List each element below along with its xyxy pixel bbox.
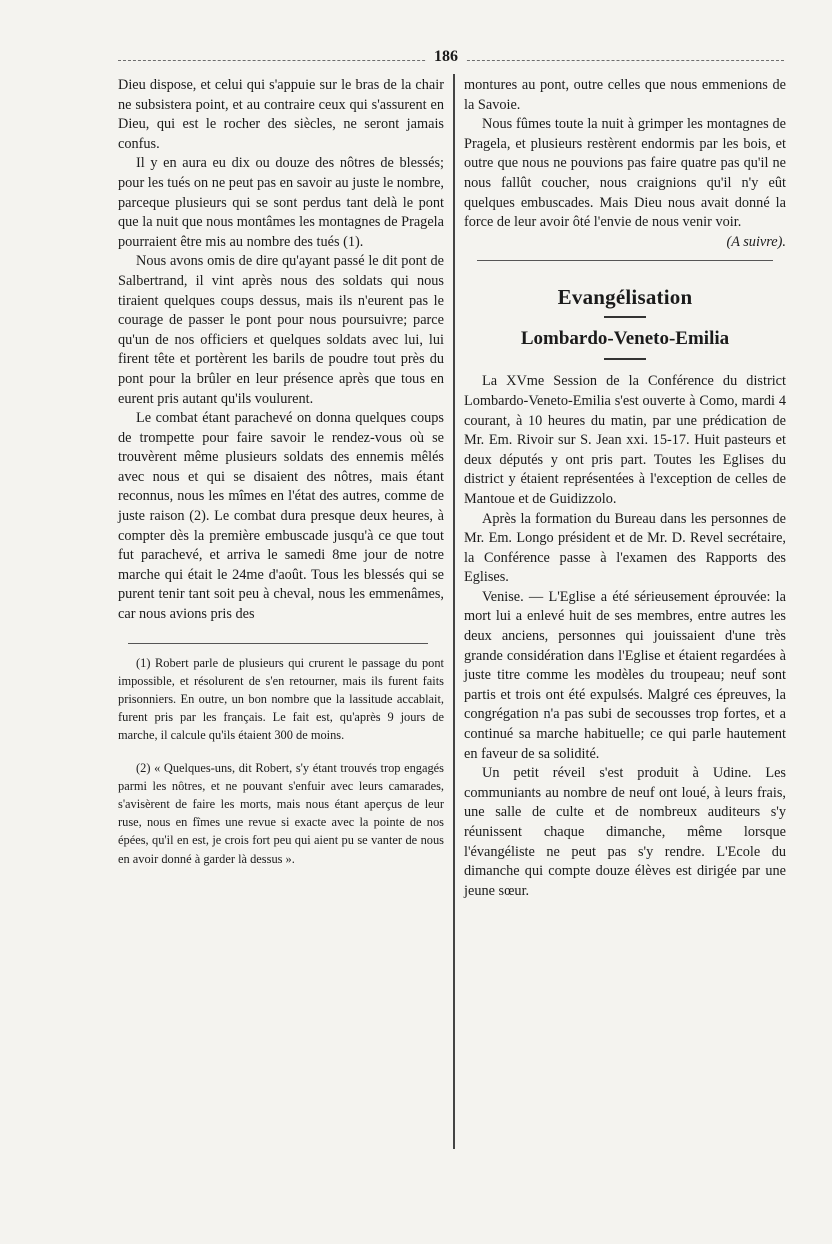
- left-paragraph-4: Le combat étant parachevé on donna quelques coups de trompette pour faire savoir le rendez-vous où se trouvèrent même plusieurs soldats des ennemis mêlés avec nous et qui se disaient des nôtres, mais étant reconnus, nous les mîmes en l'état des autres, comme de juste raison (2). Le combat dura presque deux heures, à compter dès la première embuscade jusqu'à ce que tout fut parachevé, et arriva le samedi 8me jour de notre marche qui était le 24me d'août. Tous les blessés qui se purent tenir tant soit peu à cheval, nous les emmenâmes, car nous avions pris des: [118, 410, 444, 623]
- footnote-2: (2) « Quelques-uns, dit Robert, s'y étant trouvés trop engagés parmi les nôtres, et ne pouvant s'enfuir avec leurs camarades, s'avisèrent de faire les morts, mais nous étant aperçus de leur ruse, nous en fîmes une revue si exacte avec la pointe de nos épées, qu'il en est, je crois fort peu qui aient pu se vanter de nous en avoir donné à garder là dessus ».: [118, 760, 444, 866]
- right-column: [464, 76, 786, 901]
- section-title-rule: [604, 316, 646, 318]
- right-continuation-2-text: Nous fûmes toute la nuit à grimper les montagnes de Pragela, et plusieurs restèrent endormis par les bois, et outre que nous ne pouvions pas faire quatre pas qu'il ne nous fallût coucher, nous craignions qu'il n'y eût quelques embuscades. Mais Dieu nous avait donné la force de leur avoir ôté l'envie de nous venir voir.: [464, 116, 786, 231]
- right-continuation-2: [464, 115, 786, 252]
- footnote-1: (1) Robert parle de plusieurs qui crurent le passage du pont impossible, et résolurent de s'en retourner, mais ils furent faits prisonniers. En outre, un bon nombre que la lassitude accablait, furent pris par les français. Le fait est, qu'après 9 jours de marche, il calcule qu'ils étaient 300 de moins.: [118, 655, 444, 743]
- right-paragraph-3: Venise. — L'Eglise a été sérieusement éprouvée: la mort lui a enlevé huit de ses membres, entre autres les deux anciens, personnes qui jouissaient d'une très grande considération dans l'Eglise et étaient regardées à juste titre comme les modèles du troupeau; neuf sont partis et trois ont été expulsés. Malgré ces épreuves, la congrégation n'a pas subi de secousses trop fortes, et a continué sa marche habituelle; ce qui parle hautement en faveur de sa solidité.: [464, 588, 786, 762]
- section-subtitle: Lombardo-Veneto-Emilia: [520, 328, 730, 350]
- to-be-continued: (A suivre).: [726, 233, 786, 250]
- column-divider: [453, 74, 455, 1149]
- left-paragraph-3: Nous avons omis de dire qu'ayant passé le dit pont de Salbertrand, il vint après nous des soldats qui nous tiraient quelques coups dessus, mais ils n'eurent pas le courage de passer le pont pour nous poursuivre; parce qu'un de nos officiers et quelques soldats avec lui, lui firent tête et portèrent les barils de poudre tout près du pont pour la brûler en leur présence après que tous en eurent pris autant qu'ils voulurent.: [118, 253, 444, 407]
- section-title: Evangélisation: [557, 285, 693, 310]
- left-column: [118, 76, 444, 868]
- right-continuation-1: montures au pont, outre celles que nous emmenions de la Savoie.: [464, 77, 786, 113]
- right-paragraph-1: La XVme Session de la Conférence du district Lombardo-Veneto-Emilia s'est ouverte à Como, mardi 4 courant, à 10 heures du matin, par une prédication de Mr. Em. Rivoir sur S. Jean xxi. 15-17. Huit pasteurs et deux députés y ont pris part. Toutes les Eglises du district y étaient représentées à l'exception de celles de Mantoue et de Guidizzolo.: [464, 373, 786, 507]
- page-number: 186: [426, 48, 466, 66]
- right-paragraph-2: Après la formation du Bureau dans les personnes de Mr. Em. Longo président et de Mr. D. Revel secrétaire, la Conférence passe à l'examen des Rapports des Eglises.: [464, 510, 786, 586]
- right-paragraph-4: Un petit réveil s'est produit à Udine. Les communiants au nombre de neuf ont loué, à leurs frais, une salle de culte et de nombreux auditeurs s'y réunissent chaque dimanche, même lorsque l'évangéliste ne peut pas s'y rendre. L'Ecole du dimanche qui compte douze élèves est dirigée par une jeune sœur.: [464, 765, 786, 899]
- left-paragraph-2: Il y en aura eu dix ou douze des nôtres de blessés; pour les tués on ne peut pas en savoir au juste le nombre, parceque plusieurs qui se sont perdus tant delà le pont que la nuit que nous montâmes les montagnes de Pragela pourraient être mis au nombre des tués (1).: [118, 155, 444, 250]
- footnotes-rule: [128, 643, 428, 644]
- left-paragraph-1: Dieu dispose, et celui qui s'appuie sur le bras de la chair ne subsistera point, et au contraire ceux qui s'assurent en Dieu, qui est le rocher des siècles, ne seront jamais confus.: [118, 77, 444, 152]
